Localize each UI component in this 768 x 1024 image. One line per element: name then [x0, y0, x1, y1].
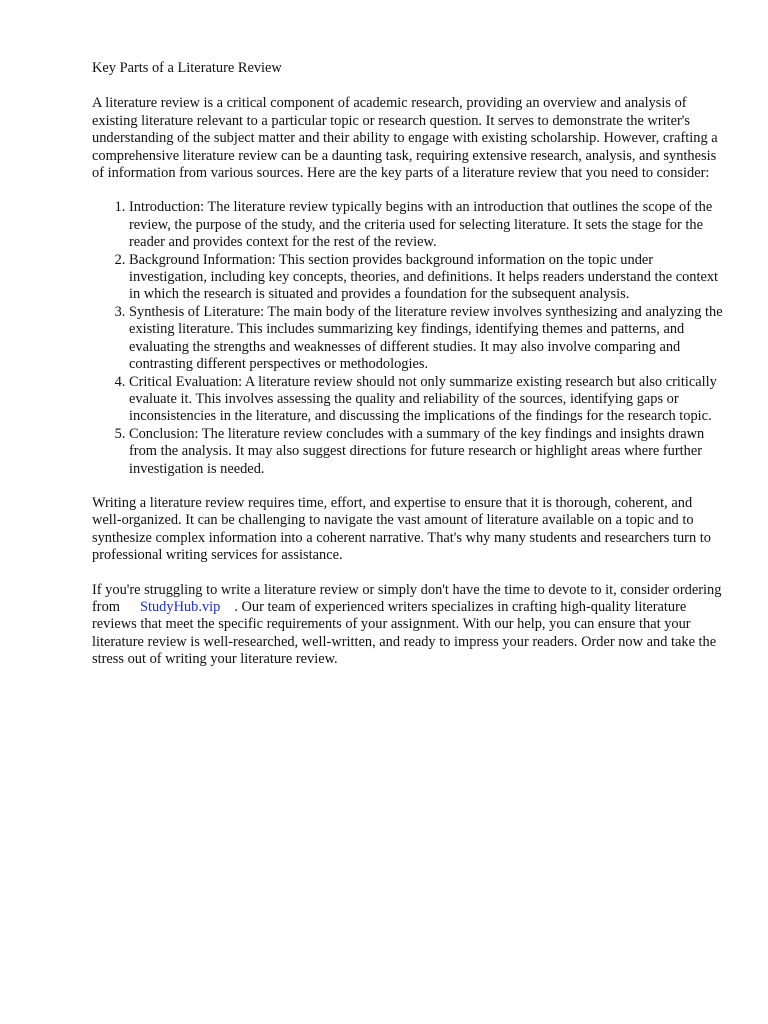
- list-item: 2. Background Information: This section provides background information on the topic under investigation, including key concepts, theories, and definitions. It helps readers understand the context in which the research is situated and provides a foundation for the subsequent analysis.: [129, 252, 724, 304]
- list-item: 1. Introduction: The literature review typically begins with an introduction that outlines the scope of the review, the purpose of the study, and the criteria used for selecting literature. It sets the stage for the reader and provides context for the rest of the review.: [129, 199, 724, 251]
- intro-paragraph: A literature review is a critical component of academic research, providing an overview and analysis of existing literature relevant to a particular topic or research question. It serves to demonstrate the writer's understanding of the subject matter and their ability to engage with existing scholarship. However, crafting a comprehensive literature review can be a daunting task, requiring extensive research, analysis, and synthesis of information from various sources. Here are the key parts of a literature review that you need to consider:: [92, 95, 718, 182]
- order-text-after: . Our team of experienced writers specializes in crafting high-quality literature reviews that meet the specific requirements of your assignment. With our help, you can ensure that your literature review is well-researched, well-written, and ready to impress your readers. Order now and take the stress out of writing your literature review.: [92, 598, 717, 668]
- document-title: Key Parts of a Literature Review: [92, 60, 282, 76]
- list-item: 3. Synthesis of Literature: The main body of the literature review involves synthesizing and analyzing the existing literature. This includes summarizing key findings, identifying themes and patterns, and evaluating the strengths and weaknesses of different studies. It may also involve comparing and contrasting different perspectives or methodologies.: [129, 304, 724, 374]
- order-paragraph: [92, 582, 724, 669]
- list-item: 5. Conclusion: The literature review concludes with a summary of the key findings and insights drawn from the analysis. It may also suggest directions for future research or highlight areas where further investigation is needed.: [129, 426, 724, 478]
- order-text-before: If you're struggling to write a literature review or simply don't have the time to devote to it, consider ordering from: [92, 581, 722, 615]
- key-parts-list: [92, 199, 724, 478]
- studyhub-link[interactable]: StudyHub.vip: [139, 598, 221, 615]
- document-page: [92, 60, 724, 686]
- list-item: 4. Critical Evaluation: A literature review should not only summarize existing research but also critically evaluate it. This involves assessing the quality and reliability of the sources, identifying gaps or inconsistencies in the literature, and discussing the implications of the findings for the research topic.: [129, 374, 724, 426]
- services-paragraph: Writing a literature review requires time, effort, and expertise to ensure that it is thorough, coherent, and well-organized. It can be challenging to navigate the vast amount of literature available on a topic and to synthesize complex information into a coherent narrative. That's why many students and researchers turn to professional writing services for assistance.: [92, 494, 711, 564]
